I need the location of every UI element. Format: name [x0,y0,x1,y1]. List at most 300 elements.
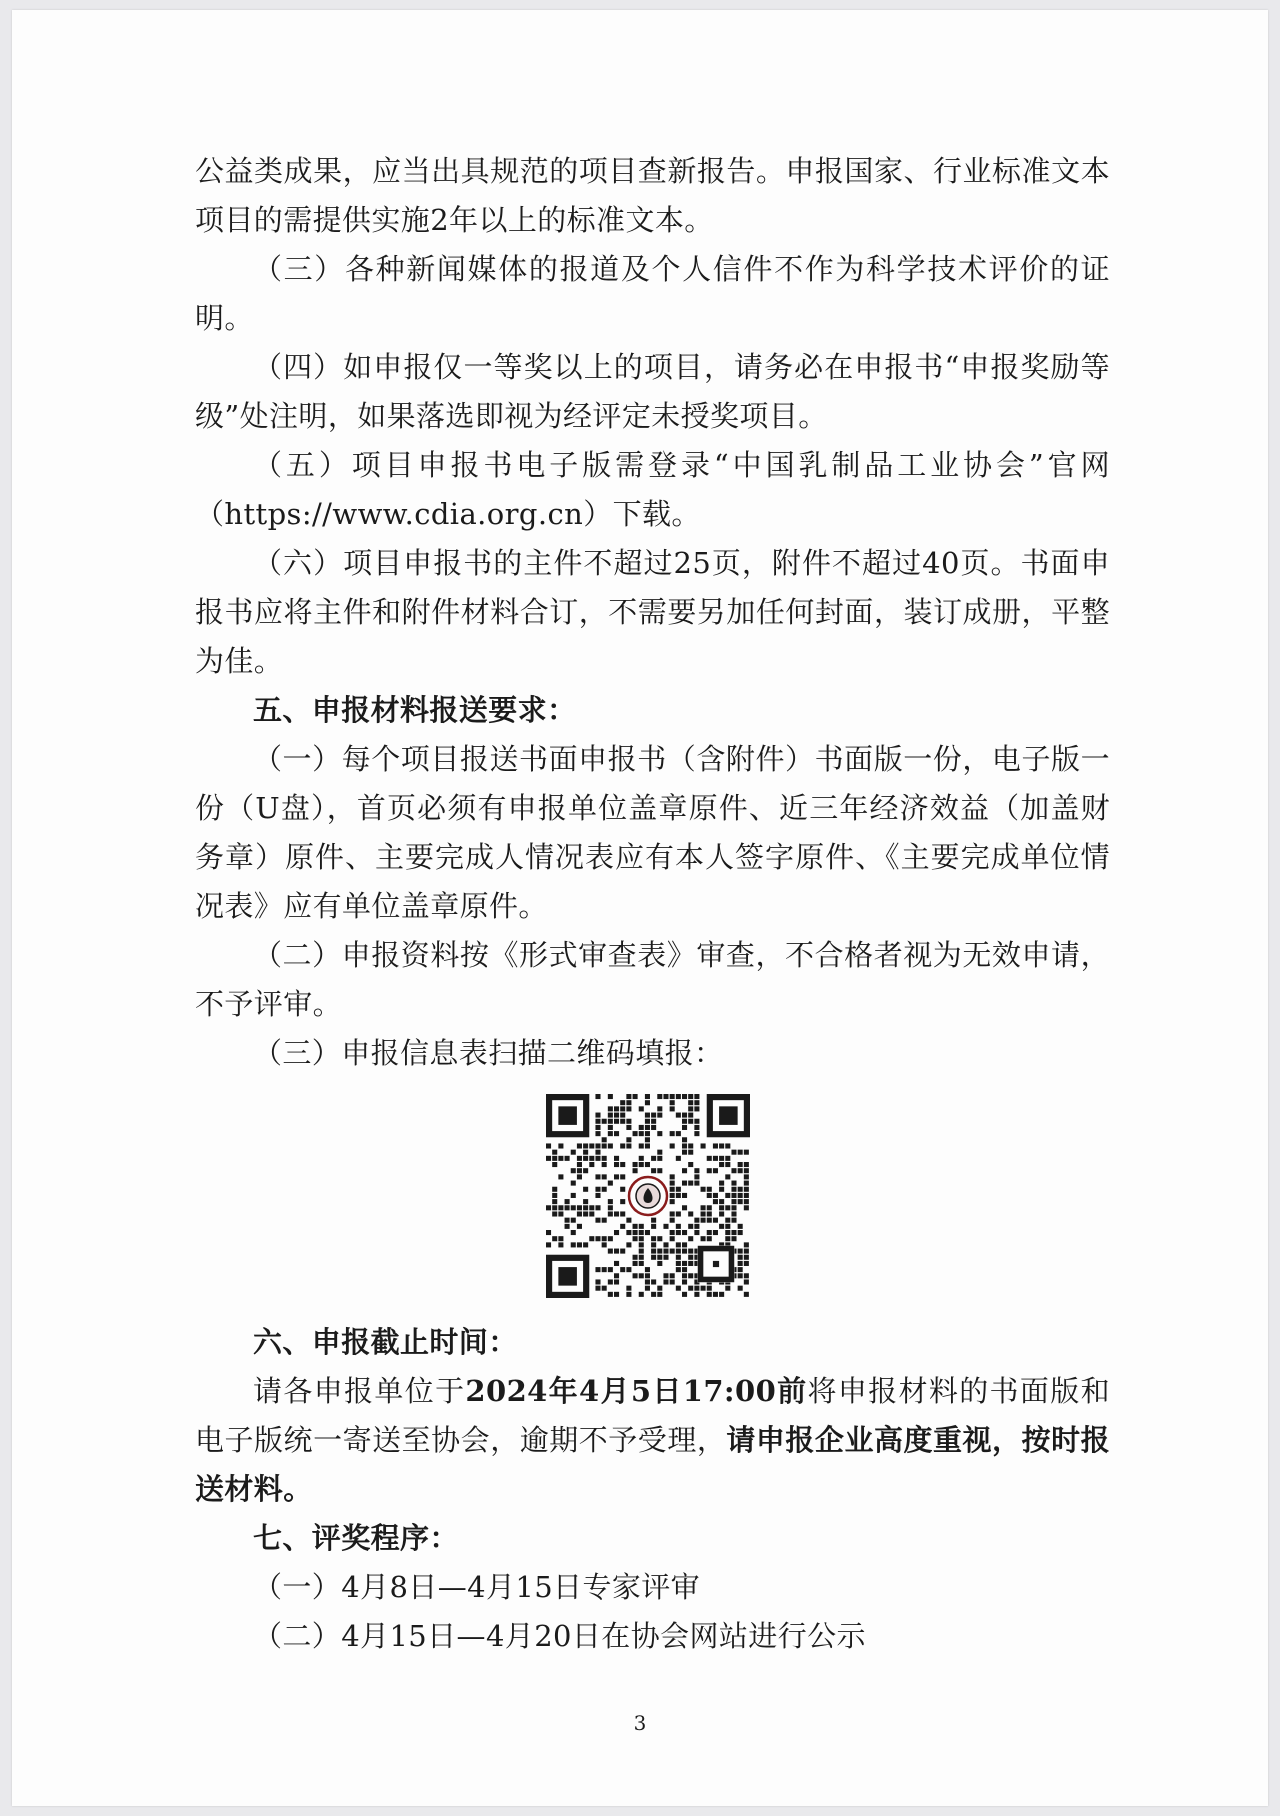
paragraph-first-prize: （四）如申报仅一等奖以上的项目，请务必在申报书“申报奖励等级”处注明，如果落选即视为经评定未授奖项目。 [195,350,1110,433]
qr-module [614,1249,619,1254]
qr-module [737,1230,742,1235]
qr-module [712,1218,717,1223]
qr-module [694,1100,699,1105]
qr-module [595,1119,600,1124]
qr-module [688,1273,693,1278]
qr-module [614,1230,619,1235]
qr-module [607,1131,612,1136]
qr-module [706,1168,711,1173]
qr-module [626,1230,631,1235]
qr-module [570,1230,575,1235]
qr-module [614,1174,619,1179]
qr-module [737,1267,742,1272]
qr-module [669,1187,674,1192]
qr-module [706,1205,711,1210]
qr-module [601,1236,606,1241]
qr-module [675,1286,680,1291]
qr-module [576,1162,581,1167]
qr-module [589,1143,594,1148]
qr-module [607,1106,612,1111]
qr-center-logo-icon [629,1177,667,1215]
qr-module [552,1187,557,1192]
qr-module [675,1131,680,1136]
qr-module [743,1255,748,1260]
qr-module [675,1230,680,1235]
qr-module [657,1261,662,1266]
qr-module [712,1156,717,1161]
qr-module [620,1249,625,1254]
qr-module [614,1273,619,1278]
qr-module [737,1249,742,1254]
qr-module [595,1150,600,1155]
qr-module [638,1131,643,1136]
qr-module [626,1137,631,1142]
qr-module [725,1162,730,1167]
qr-module [737,1150,742,1155]
qr-module [601,1187,606,1192]
qr-module [688,1236,693,1241]
qr-module [570,1242,575,1247]
qr-module [607,1199,612,1204]
qr-module [682,1113,687,1118]
qr-module [694,1168,699,1173]
qr-module [632,1236,637,1241]
qr-module [682,1193,687,1198]
qr-module [546,1205,551,1210]
qr-module [688,1113,693,1118]
qr-module [576,1242,581,1247]
qr-module [614,1119,619,1124]
qr-module [576,1143,581,1148]
section-5-item-2: （二）申报资料按《形式审查表》审查，不合格者视为无效申请，不予评审。 [195,938,1110,1021]
qr-module [669,1211,674,1216]
qr-module [675,1193,680,1198]
qr-module [743,1273,748,1278]
qr-module [731,1193,736,1198]
qr-module [657,1150,662,1155]
qr-module [576,1168,581,1173]
qr-module [663,1224,668,1229]
qr-module [737,1187,742,1192]
qr-module [576,1224,581,1229]
qr-module [669,1230,674,1235]
qr-module [614,1156,619,1161]
qr-module [632,1162,637,1167]
qr-module [638,1249,643,1254]
qr-module [682,1137,687,1142]
qr-module [719,1224,724,1229]
qr-module [675,1255,680,1260]
qr-module [743,1292,748,1297]
qr-module [737,1168,742,1173]
qr-module [620,1162,625,1167]
qr-module [725,1156,730,1161]
qr-module [601,1119,606,1124]
qr-module [638,1242,643,1247]
qr-module [607,1292,612,1297]
qr-module [657,1106,662,1111]
qr-module [595,1218,600,1223]
qr-module [644,1279,649,1284]
qr-module [694,1230,699,1235]
qr-module [570,1218,575,1223]
qr-module [546,1230,551,1235]
qr-module [607,1181,612,1186]
qr-module [725,1143,730,1148]
qr-module [644,1143,649,1148]
qr-module [595,1156,600,1161]
qr-module [601,1143,606,1148]
qr-module [725,1218,730,1223]
qr-module [644,1230,649,1235]
qr-module [675,1267,680,1272]
qr-module [675,1187,680,1192]
qr-module [607,1249,612,1254]
qr-module [620,1174,625,1179]
qr-module [700,1187,705,1192]
qr-module [632,1255,637,1260]
qr-module [595,1131,600,1136]
qr-module [669,1199,674,1204]
qr-module [601,1174,606,1179]
qr-module [595,1279,600,1284]
qr-module [675,1249,680,1254]
qr-module [743,1181,748,1186]
qr-module [595,1174,600,1179]
qr-module [632,1131,637,1136]
qr-module [700,1218,705,1223]
qr-module [583,1205,588,1210]
qr-module [657,1113,662,1118]
qr-finder-top-left [549,1097,586,1134]
qr-module [731,1181,736,1186]
qr-module [595,1193,600,1198]
qr-module [558,1156,563,1161]
qr-module [669,1193,674,1198]
qr-module [737,1286,742,1291]
qr-module [644,1273,649,1278]
qr-module [657,1156,662,1161]
qr-module [626,1242,631,1247]
qr-module [626,1218,631,1223]
qr-module [682,1242,687,1247]
qr-module [546,1156,551,1161]
qr-module [675,1113,680,1118]
qr-module [682,1150,687,1155]
qr-module [731,1218,736,1223]
qr-module [663,1273,668,1278]
qr-module [638,1230,643,1235]
qr-module [669,1273,674,1278]
qr-module [620,1211,625,1216]
qr-module [731,1236,736,1241]
qr-module [712,1143,717,1148]
qr-module [675,1261,680,1266]
qr-module [669,1106,674,1111]
qr-module [614,1292,619,1297]
qr-module [657,1168,662,1173]
qr-module [638,1261,643,1266]
qr-module [682,1119,687,1124]
qr-module [644,1113,649,1118]
qr-module [620,1199,625,1204]
qr-finder-top-right [709,1097,746,1134]
qr-module [644,1094,649,1099]
qr-module [638,1156,643,1161]
qr-module [700,1143,705,1148]
page-number: 3 [633,1711,647,1735]
qr-module [595,1113,600,1118]
qr-module [620,1224,625,1229]
paragraph-page-limits: （六）项目申报书的主件不超过25页，附件不超过40页。书面申报书应将主件和附件材料合订，不需要另加任何封面，装订成册，平整为佳。 [195,546,1110,678]
qr-module [552,1150,557,1155]
qr-module [737,1199,742,1204]
qr-module [731,1211,736,1216]
paragraph-media-reports: （三）各种新闻媒体的报道及个人信件不作为科学技术评价的证明。 [195,252,1110,335]
qr-module [601,1162,606,1167]
qr-module [743,1187,748,1192]
qr-module [688,1224,693,1229]
qr-alignment-pattern [697,1245,734,1282]
qr-module [737,1273,742,1278]
qr-module [638,1125,643,1130]
qr-module [675,1094,680,1099]
qr-module [638,1292,643,1297]
qr-module [620,1106,625,1111]
qr-module [614,1162,619,1167]
qr-module [743,1199,748,1204]
qr-module [626,1106,631,1111]
qr-module [682,1181,687,1186]
qr-module [558,1143,563,1148]
qr-module [669,1131,674,1136]
qr-module [663,1255,668,1260]
qr-module [675,1242,680,1247]
qr-module [682,1125,687,1130]
qr-module [644,1119,649,1124]
qr-module [601,1267,606,1272]
qr-module [657,1286,662,1291]
qr-module [682,1279,687,1284]
qr-module [607,1236,612,1241]
section-7-item-1: （一）4月8日—4月15日专家评审 [253,1570,701,1604]
qr-module [669,1236,674,1241]
qr-module [552,1199,557,1204]
qr-module [669,1218,674,1223]
qr-module [638,1273,643,1278]
qr-module [614,1211,619,1216]
qr-module [737,1255,742,1260]
qr-module [731,1150,736,1155]
qr-module [558,1174,563,1179]
qr-module [638,1106,643,1111]
qr-module [638,1236,643,1241]
qr-module [719,1181,724,1186]
qr-module [583,1242,588,1247]
qr-module [682,1273,687,1278]
qr-module [700,1211,705,1216]
qr-module [595,1094,600,1099]
document-body [195,147,1110,1661]
qr-module [694,1125,699,1130]
qr-module [706,1187,711,1192]
qr-module [620,1267,625,1272]
qr-module [626,1143,631,1148]
qr-module [644,1131,649,1136]
qr-module [725,1230,730,1235]
qr-module [725,1236,730,1241]
qr-module [743,1261,748,1266]
qr-module [731,1205,736,1210]
qr-module [632,1230,637,1235]
qr-module [632,1224,637,1229]
qr-code-icon[interactable] [546,1094,750,1298]
qr-module [706,1286,711,1291]
qr-module [743,1242,748,1247]
qr-module [589,1211,594,1216]
qr-module [682,1143,687,1148]
qr-module [614,1106,619,1111]
qr-module [607,1211,612,1216]
qr-module [688,1106,693,1111]
qr-module [576,1174,581,1179]
qr-module [595,1236,600,1241]
qr-module [589,1236,594,1241]
qr-module [712,1193,717,1198]
qr-module [682,1230,687,1235]
qr-module [626,1267,631,1272]
qr-module [694,1119,699,1124]
qr-module [731,1199,736,1204]
qr-module [682,1249,687,1254]
qr-module [644,1286,649,1291]
qr-module [601,1242,606,1247]
qr-module [694,1292,699,1297]
qr-module [688,1150,693,1155]
qr-module [719,1199,724,1204]
qr-module [564,1199,569,1204]
qr-module [688,1249,693,1254]
qr-module [700,1236,705,1241]
qr-module [564,1224,569,1229]
qr-module [620,1119,625,1124]
qr-module [595,1187,600,1192]
qr-module [725,1205,730,1210]
qr-module [570,1193,575,1198]
qr-module [651,1236,656,1241]
qr-module [607,1113,612,1118]
qr-module [719,1187,724,1192]
qr-module [607,1279,612,1284]
qr-module [651,1279,656,1284]
qr-module [644,1100,649,1105]
qr-module [688,1143,693,1148]
qr-module [620,1187,625,1192]
qr-module [601,1218,606,1223]
qr-module [570,1168,575,1173]
qr-module [552,1211,557,1216]
qr-module [595,1125,600,1130]
qr-module [651,1249,656,1254]
qr-module [632,1261,637,1266]
qr-module [657,1292,662,1297]
qr-module [688,1181,693,1186]
qr-module [558,1242,563,1247]
qr-module [706,1230,711,1235]
qr-module [651,1292,656,1297]
qr-module [638,1255,643,1260]
qr-module [725,1286,730,1291]
qr-module [558,1205,563,1210]
qr-module [644,1137,649,1142]
qr-module [638,1224,643,1229]
qr-module [638,1143,643,1148]
qr-module [626,1292,631,1297]
qr-module [651,1218,656,1223]
qr-module [694,1286,699,1291]
qr-module [657,1131,662,1136]
qr-module [712,1230,717,1235]
qr-module [694,1094,699,1099]
deadline-date: 2024年4月5日17:00前 [465,1374,808,1408]
qr-module [737,1261,742,1266]
qr-module [601,1156,606,1161]
qr-module [632,1273,637,1278]
qr-module [620,1100,625,1105]
qr-module [719,1211,724,1216]
qr-module [719,1205,724,1210]
qr-module [725,1193,730,1198]
qr-module [737,1162,742,1167]
qr-module [700,1205,705,1210]
qr-module [688,1211,693,1216]
qr-module [651,1255,656,1260]
qr-module [620,1113,625,1118]
qr-module [725,1224,730,1229]
qr-module [583,1187,588,1192]
qr-module [626,1286,631,1291]
qr-module [626,1094,631,1099]
qr-module [632,1094,637,1099]
qr-module [607,1143,612,1148]
qr-module [589,1162,594,1167]
qr-module [737,1193,742,1198]
qr-module [644,1162,649,1167]
qr-module [669,1279,674,1284]
qr-module [614,1131,619,1136]
qr-module [576,1156,581,1161]
qr-module [589,1156,594,1161]
section-5-heading: 五、申报材料报送要求： [253,693,577,727]
qr-module [595,1205,600,1210]
deadline-intro: 请各申报单位于 [253,1374,466,1408]
qr-module [552,1162,557,1167]
qr-module [583,1211,588,1216]
qr-module [663,1242,668,1247]
qr-module [651,1156,656,1161]
qr-module [688,1162,693,1167]
qr-module [719,1156,724,1161]
qr-module [743,1249,748,1254]
qr-module [589,1205,594,1210]
qr-module [663,1249,668,1254]
qr-module [682,1205,687,1210]
qr-module [688,1286,693,1291]
qr-module [694,1181,699,1186]
qr-module [657,1094,662,1099]
qr-module [626,1119,631,1124]
qr-module [712,1292,717,1297]
